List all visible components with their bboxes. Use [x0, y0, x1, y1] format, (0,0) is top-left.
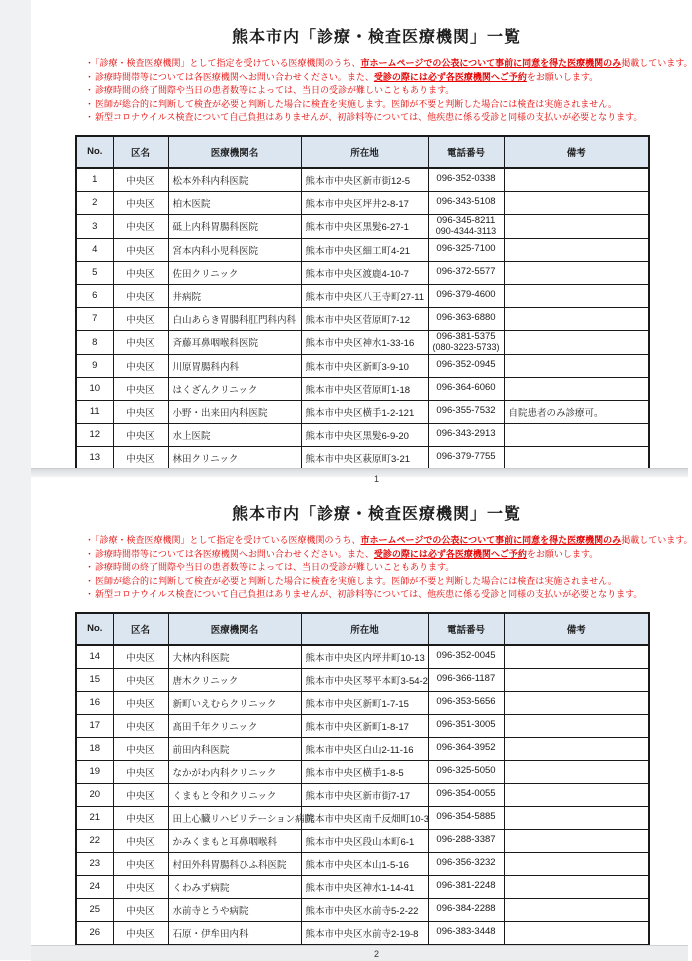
cell-ward: 中央区	[113, 783, 168, 806]
cell-note	[504, 921, 649, 945]
note-text: 「診療・検査医療機関」として指定を受けている医療機関のうち、	[95, 535, 361, 545]
note-text: をお願いします。	[526, 71, 599, 82]
phone-primary: 096-363-6880	[436, 312, 496, 324]
phone-primary: 096-354-0055	[436, 788, 496, 800]
cell-phone	[428, 168, 504, 192]
note-line	[85, 98, 665, 112]
cell-phone	[428, 875, 504, 898]
table-row	[76, 645, 649, 669]
phone-primary: 096-345-8211	[436, 214, 496, 226]
cell-ward: 中央区	[113, 261, 168, 284]
note-line	[85, 111, 665, 125]
cell-address: 熊本市中央区新町3-9-10	[301, 354, 428, 377]
cell-note	[504, 668, 649, 691]
cell-no: 6	[76, 284, 113, 307]
cell-phone	[428, 645, 504, 669]
cell-note	[504, 875, 649, 898]
cell-name: 井病院	[168, 284, 301, 307]
cell-address: 熊本市中央区神水1-33-16	[301, 330, 428, 354]
phone-primary: 096-355-7532	[436, 405, 496, 417]
cell-address: 熊本市中央区新町1-7-15	[301, 691, 428, 714]
cell-phone	[428, 377, 504, 400]
table-row	[76, 284, 649, 307]
cell-note	[504, 377, 649, 400]
table-row	[76, 829, 649, 852]
phone-primary: 096-325-5050	[436, 765, 496, 777]
viewer-bottom-band	[31, 945, 688, 961]
cell-ward: 中央区	[113, 898, 168, 921]
note-line	[85, 561, 665, 575]
cell-no: 10	[76, 377, 113, 400]
cell-note	[504, 806, 649, 829]
table-row	[76, 714, 649, 737]
column-header: 区名	[113, 136, 168, 168]
phone-primary: 096-364-3952	[436, 742, 496, 754]
note-line	[85, 57, 692, 71]
document-page-2	[31, 477, 692, 959]
cell-phone	[428, 668, 504, 691]
cell-note	[504, 168, 649, 192]
note-text: 新型コロナウイルス検査について自己負担はありませんが、初診料等については、他疾患に係る受診と同様の支払いが必要となります。	[95, 112, 643, 122]
phone-primary: 096-379-4600	[436, 289, 496, 301]
table-row	[76, 875, 649, 898]
cell-no: 11	[76, 400, 113, 423]
cell-phone	[428, 691, 504, 714]
cell-phone	[428, 783, 504, 806]
cell-name: なかがわ内科クリニック	[168, 760, 301, 783]
table-row	[76, 261, 649, 284]
cell-ward: 中央区	[113, 852, 168, 875]
cell-no: 17	[76, 714, 113, 737]
cell-address: 熊本市中央区黒髪6-27-1	[301, 214, 428, 238]
phone-secondary: (080-3223-5733)	[432, 342, 500, 352]
cell-phone	[428, 829, 504, 852]
cell-ward: 中央区	[113, 668, 168, 691]
cell-phone	[428, 214, 504, 238]
phone-primary: 096-353-5656	[436, 696, 496, 708]
note-text: 医師が総合的に判断して検査が必要と判断した場合に検査を実施します。医師が不要と判断した場合には検査は実施されません。	[95, 575, 617, 586]
cell-address: 熊本市中央区本山1-5-16	[301, 852, 428, 875]
phone-secondary: 090-4344-3113	[435, 226, 497, 236]
table-row	[76, 307, 649, 330]
cell-name: 水前寺とうや病院	[168, 898, 301, 921]
cell-address: 熊本市中央区菅原町1-18	[301, 377, 428, 400]
cell-name: 斉藤耳鼻咽喉科医院	[168, 330, 301, 354]
cell-no: 7	[76, 307, 113, 330]
cell-name: 大林内科医院	[168, 645, 301, 669]
note-emphasis: 受診の際には必ず各医療機関へご予約	[373, 71, 527, 82]
cell-ward: 中央区	[113, 806, 168, 829]
cell-no: 14	[76, 645, 113, 669]
cell-phone	[428, 238, 504, 261]
column-header: 所在地	[301, 613, 428, 645]
table-row	[76, 330, 649, 354]
phone-primary: 096-343-5108	[436, 196, 496, 208]
cell-ward: 中央区	[113, 400, 168, 423]
cell-note	[504, 898, 649, 921]
cell-ward: 中央区	[113, 423, 168, 446]
table-row	[76, 377, 649, 400]
cell-name: 砥上内科胃腸科医院	[168, 214, 301, 238]
cell-ward: 中央区	[113, 691, 168, 714]
cell-no: 12	[76, 423, 113, 446]
table-header-row	[76, 613, 649, 645]
cell-address: 熊本市中央区琴平本町3-54-2	[301, 668, 428, 691]
table-row	[76, 354, 649, 377]
cell-address: 熊本市中央区神水1-14-41	[301, 875, 428, 898]
note-text: 医師が総合的に判断して検査が必要と判断した場合に検査を実施します。医師が不要と判断した場合には検査は実施されません。	[95, 98, 617, 109]
cell-no: 19	[76, 760, 113, 783]
cell-name: 髙田千年クリニック	[168, 714, 301, 737]
cell-address: 熊本市中央区水前寺5-2-22	[301, 898, 428, 921]
phone-primary: 096-343-2913	[436, 428, 496, 440]
cell-no: 4	[76, 238, 113, 261]
cell-note	[504, 330, 649, 354]
cell-phone	[428, 714, 504, 737]
column-header: 備考	[504, 613, 649, 645]
phone-primary: 096-379-7755	[436, 451, 496, 463]
cell-no: 2	[76, 191, 113, 214]
cell-address: 熊本市中央区渡鹿4-10-7	[301, 261, 428, 284]
column-header: 医療機関名	[168, 136, 301, 168]
cell-address: 熊本市中央区坪井2-8-17	[301, 191, 428, 214]
cell-ward: 中央区	[113, 875, 168, 898]
cell-name: 田上心臓リハビリテーション病院	[168, 806, 301, 829]
cell-address: 熊本市中央区新町1-8-17	[301, 714, 428, 737]
cell-ward: 中央区	[113, 737, 168, 760]
cell-no: 21	[76, 806, 113, 829]
cell-ward: 中央区	[113, 238, 168, 261]
cell-name: 川原胃腸科内科	[168, 354, 301, 377]
note-line	[85, 588, 665, 602]
cell-phone	[428, 423, 504, 446]
cell-note	[504, 737, 649, 760]
cell-note	[504, 714, 649, 737]
cell-name: 前田内科医院	[168, 737, 301, 760]
note-text: 診療時間帯等については各医療機関へお問い合わせください。また、	[95, 548, 374, 559]
cell-name: 水上医院	[168, 423, 301, 446]
column-header: 電話番号	[428, 136, 504, 168]
note-line	[85, 575, 665, 589]
cell-address: 熊本市中央区細工町4-21	[301, 238, 428, 261]
cell-address: 熊本市中央区新市街7-17	[301, 783, 428, 806]
cell-phone	[428, 898, 504, 921]
cell-address: 熊本市中央区菅原町7-12	[301, 307, 428, 330]
table-row	[76, 191, 649, 214]
phone-primary: 096-288-3387	[436, 834, 496, 846]
cell-ward: 中央区	[113, 446, 168, 470]
cell-phone	[428, 921, 504, 945]
notes-list	[85, 534, 692, 602]
note-line	[85, 84, 665, 98]
note-emphasis: 市ホームページでの公表について事前に同意を得た医療機関のみ	[360, 58, 622, 68]
note-emphasis: 市ホームページでの公表について事前に同意を得た医療機関のみ	[360, 535, 622, 545]
cell-ward: 中央区	[113, 714, 168, 737]
note-text: 診療時間帯等については各医療機関へお問い合わせください。また、	[95, 71, 374, 82]
table-row	[76, 214, 649, 238]
cell-phone	[428, 354, 504, 377]
cell-ward: 中央区	[113, 829, 168, 852]
cell-address: 熊本市中央区南千反畑町10-3	[301, 806, 428, 829]
note-line	[85, 534, 692, 548]
table-row	[76, 783, 649, 806]
cell-note	[504, 214, 649, 238]
page-title: 熊本市内「診療・検査医療機関」一覧	[231, 506, 521, 523]
table-header-row	[76, 136, 649, 168]
cell-note: 自院患者のみ診療可。	[504, 400, 649, 423]
note-text: 診療時間の終了間際や当日の患者数等によっては、当日の受診が難しいこともあります。	[95, 562, 455, 572]
phone-primary: 096-352-0338	[436, 173, 496, 185]
cell-address: 熊本市中央区水前寺2-19-8	[301, 921, 428, 945]
cell-phone	[428, 852, 504, 875]
cell-no: 25	[76, 898, 113, 921]
cell-ward: 中央区	[113, 168, 168, 192]
note-text: 掲載しています。	[621, 58, 692, 68]
cell-note	[504, 829, 649, 852]
table-row	[76, 898, 649, 921]
cell-name: 白山あらき胃腸科肛門科内科	[168, 307, 301, 330]
page-title: 熊本市内「診療・検査医療機関」一覧	[231, 29, 521, 46]
phone-primary: 096-381-2248	[436, 880, 496, 892]
note-text: 掲載しています。	[621, 535, 692, 545]
cell-name: 佐田クリニック	[168, 261, 301, 284]
phone-primary: 096-384-2288	[436, 903, 496, 915]
cell-phone	[428, 400, 504, 423]
table-row	[76, 668, 649, 691]
page-number: 1	[373, 473, 379, 484]
cell-ward: 中央区	[113, 921, 168, 945]
cell-name: くわみず病院	[168, 875, 301, 898]
cell-ward: 中央区	[113, 214, 168, 238]
note-text: 「診療・検査医療機関」として指定を受けている医療機関のうち、	[95, 58, 361, 68]
note-emphasis: 受診の際には必ず各医療機関へご予約	[373, 548, 527, 559]
cell-note	[504, 760, 649, 783]
cell-phone	[428, 446, 504, 470]
medical-institutions-table	[75, 612, 650, 946]
note-line	[85, 71, 665, 85]
column-header: 医療機関名	[168, 613, 301, 645]
cell-ward: 中央区	[113, 645, 168, 669]
cell-no: 3	[76, 214, 113, 238]
cell-note	[504, 446, 649, 470]
column-header: 区名	[113, 613, 168, 645]
cell-no: 23	[76, 852, 113, 875]
cell-note	[504, 284, 649, 307]
phone-primary: 096-381-5375	[436, 330, 496, 342]
page-separator	[31, 468, 688, 477]
cell-note	[504, 423, 649, 446]
cell-name: 松本外科内科医院	[168, 168, 301, 192]
cell-ward: 中央区	[113, 377, 168, 400]
cell-no: 1	[76, 168, 113, 192]
phone-primary: 096-352-0045	[436, 650, 496, 662]
cell-address: 熊本市中央区段山本町6-1	[301, 829, 428, 852]
cell-no: 15	[76, 668, 113, 691]
cell-note	[504, 645, 649, 669]
table-row	[76, 168, 649, 192]
note-line	[85, 548, 665, 562]
cell-phone	[428, 760, 504, 783]
cell-ward: 中央区	[113, 760, 168, 783]
notes-list	[85, 57, 692, 125]
cell-address: 熊本市中央区内坪井町10-13	[301, 645, 428, 669]
phone-primary: 096-364-6060	[436, 382, 496, 394]
cell-name: かみくまもと耳鼻咽喉科	[168, 829, 301, 852]
cell-no: 16	[76, 691, 113, 714]
cell-address: 熊本市中央区白山2-11-16	[301, 737, 428, 760]
medical-institutions-table	[75, 135, 650, 471]
cell-note	[504, 191, 649, 214]
cell-note	[504, 261, 649, 284]
cell-note	[504, 852, 649, 875]
cell-address: 熊本市中央区横手1-8-5	[301, 760, 428, 783]
table-row	[76, 921, 649, 945]
phone-primary: 096-352-0945	[436, 359, 496, 371]
cell-no: 24	[76, 875, 113, 898]
cell-note	[504, 691, 649, 714]
table-row	[76, 238, 649, 261]
cell-note	[504, 354, 649, 377]
table-row	[76, 691, 649, 714]
cell-address: 熊本市中央区新市街12-5	[301, 168, 428, 192]
phone-primary: 096-325-7100	[436, 243, 496, 255]
column-header: 備考	[504, 136, 649, 168]
column-header: No.	[76, 136, 113, 168]
cell-phone	[428, 737, 504, 760]
cell-no: 5	[76, 261, 113, 284]
phone-primary: 096-383-3448	[436, 926, 496, 938]
note-text: 新型コロナウイルス検査について自己負担はありませんが、初診料等については、他疾患に係る受診と同様の支払いが必要となります。	[95, 589, 643, 599]
cell-name: 新町いえむらクリニック	[168, 691, 301, 714]
cell-no: 18	[76, 737, 113, 760]
table-row	[76, 806, 649, 829]
cell-ward: 中央区	[113, 284, 168, 307]
table-row	[76, 852, 649, 875]
phone-primary: 096-366-1187	[436, 673, 496, 685]
cell-phone	[428, 806, 504, 829]
cell-phone	[428, 191, 504, 214]
phone-primary: 096-356-3232	[436, 857, 496, 869]
cell-name: 村田外科胃腸科ひふ科医院	[168, 852, 301, 875]
cell-address: 熊本市中央区萩原町3-21	[301, 446, 428, 470]
phone-primary: 096-372-5577	[436, 266, 496, 278]
cell-phone	[428, 284, 504, 307]
cell-phone	[428, 307, 504, 330]
table-row	[76, 446, 649, 470]
cell-address: 熊本市中央区横手1-2-121	[301, 400, 428, 423]
cell-name: 唐木クリニック	[168, 668, 301, 691]
cell-no: 20	[76, 783, 113, 806]
table-row	[76, 423, 649, 446]
cell-note	[504, 307, 649, 330]
table-row	[76, 737, 649, 760]
cell-name: 石原・伊牟田内科	[168, 921, 301, 945]
cell-no: 22	[76, 829, 113, 852]
cell-no: 9	[76, 354, 113, 377]
cell-note	[504, 783, 649, 806]
column-header: 電話番号	[428, 613, 504, 645]
phone-primary: 096-354-5885	[436, 811, 496, 823]
cell-phone	[428, 330, 504, 354]
cell-name: 小野・出来田内科医院	[168, 400, 301, 423]
cell-no: 26	[76, 921, 113, 945]
cell-name: 柏木医院	[168, 191, 301, 214]
viewer-background-strip	[0, 0, 31, 960]
cell-name: くまもと令和クリニック	[168, 783, 301, 806]
table-row	[76, 760, 649, 783]
cell-address: 熊本市中央区八王寺町27-11	[301, 284, 428, 307]
column-header: No.	[76, 613, 113, 645]
cell-no: 13	[76, 446, 113, 470]
table-row	[76, 400, 649, 423]
cell-ward: 中央区	[113, 307, 168, 330]
column-header: 所在地	[301, 136, 428, 168]
cell-ward: 中央区	[113, 354, 168, 377]
cell-phone	[428, 261, 504, 284]
cell-ward: 中央区	[113, 191, 168, 214]
cell-name: 林田クリニック	[168, 446, 301, 470]
cell-no: 8	[76, 330, 113, 354]
document-page-1	[31, 0, 692, 484]
page-number: 2	[373, 948, 379, 959]
note-text: 診療時間の終了間際や当日の患者数等によっては、当日の受診が難しいこともあります。	[95, 85, 455, 95]
document-pages	[31, 0, 692, 961]
cell-address: 熊本市中央区黒髪6-9-20	[301, 423, 428, 446]
cell-ward: 中央区	[113, 330, 168, 354]
cell-name: はくざんクリニック	[168, 377, 301, 400]
cell-name: 宮本内科小児科医院	[168, 238, 301, 261]
phone-primary: 096-351-3005	[436, 719, 496, 731]
cell-note	[504, 238, 649, 261]
note-text: をお願いします。	[526, 548, 599, 559]
